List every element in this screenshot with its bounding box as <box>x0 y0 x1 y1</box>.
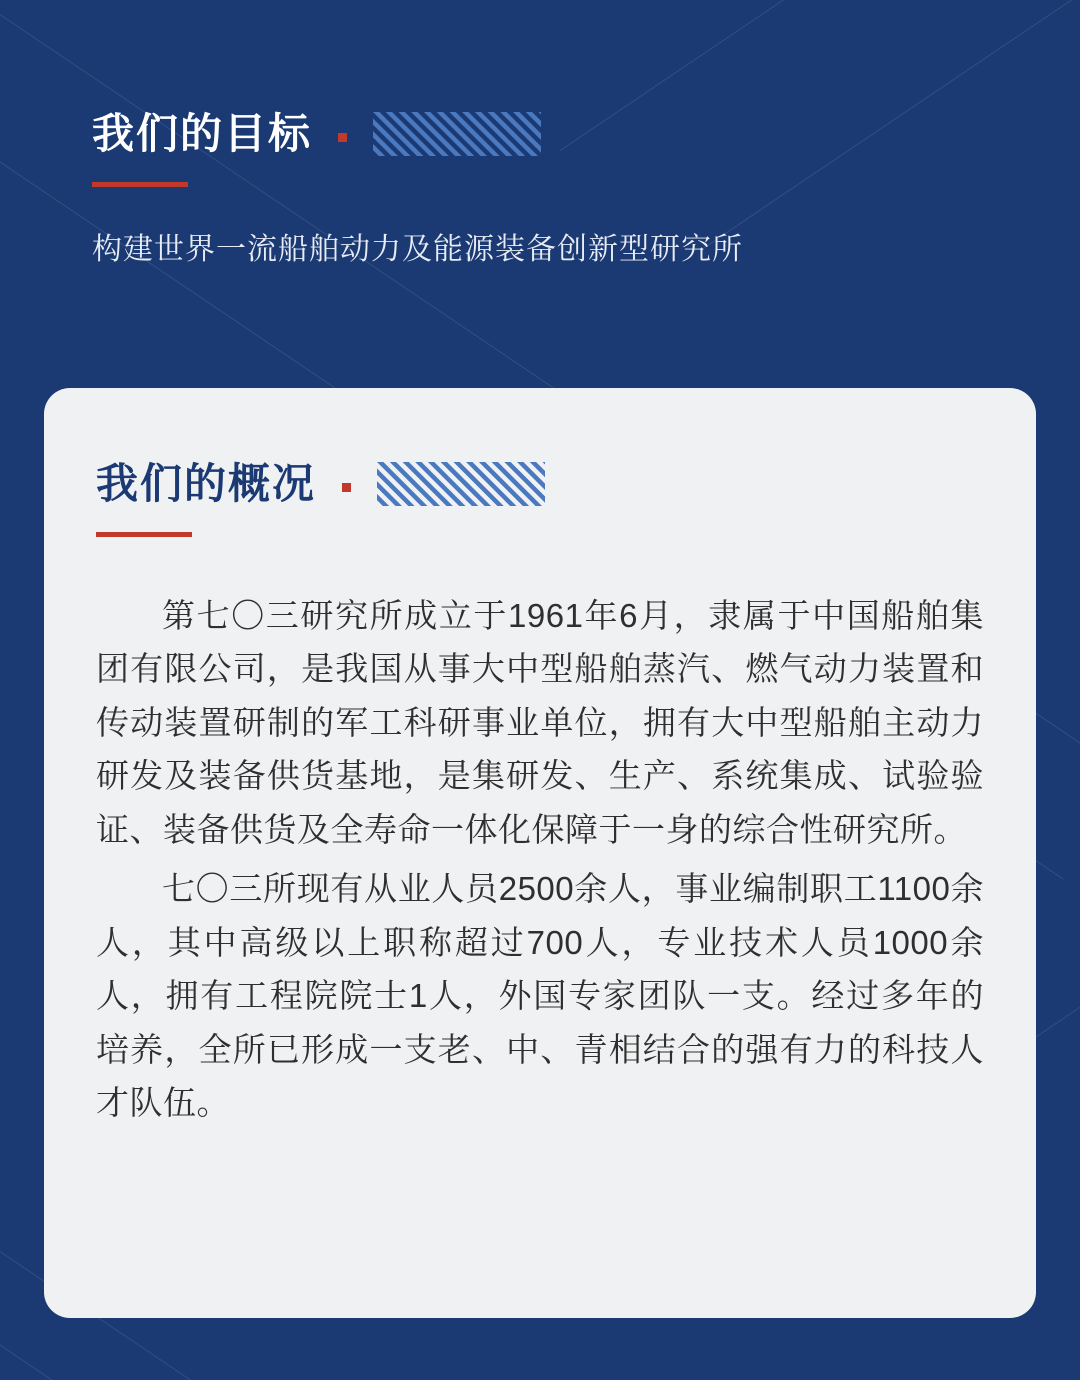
overview-heading <box>96 462 984 506</box>
overview-paragraph: 七〇三所现有从业人员2500余人，事业编制职工1100余人，其中高级以上职称超过700人，专业技术人员1000余人，拥有工程院院士1人，外国专家团队一支。经过多年的培养，全所已形成一支老、中、青相结合的强有力的科技人才队伍。 <box>96 870 984 1122</box>
overview-underline <box>96 532 192 537</box>
overview-card <box>44 388 1036 1318</box>
goal-description: 构建世界一流船舶动力及能源装备创新型研究所 <box>92 233 743 266</box>
overview-title: 我们的概况 <box>96 460 317 507</box>
overview-body <box>96 589 984 1130</box>
goal-title: 我们的目标 <box>92 110 313 157</box>
diagonal-hatch-icon <box>373 112 541 156</box>
diagonal-hatch-icon <box>377 462 545 506</box>
goal-heading <box>92 112 1000 156</box>
goal-underline <box>92 182 188 187</box>
overview-paragraph: 第七〇三研究所成立于1961年6月，隶属于中国船舶集团有限公司，是我国从事大中型船舶蒸汽、燃气动力装置和传动装置研制的军工科研事业单位，拥有大中型船舶主动力研发及装备供货基地，是集研发、生产、系统集成、试验验证、装备供货及全寿命一体化保障于一身的综合性研究所。 <box>96 597 984 848</box>
square-dot-icon <box>342 483 351 492</box>
square-dot-icon <box>338 133 347 142</box>
goal-section <box>92 112 1000 271</box>
